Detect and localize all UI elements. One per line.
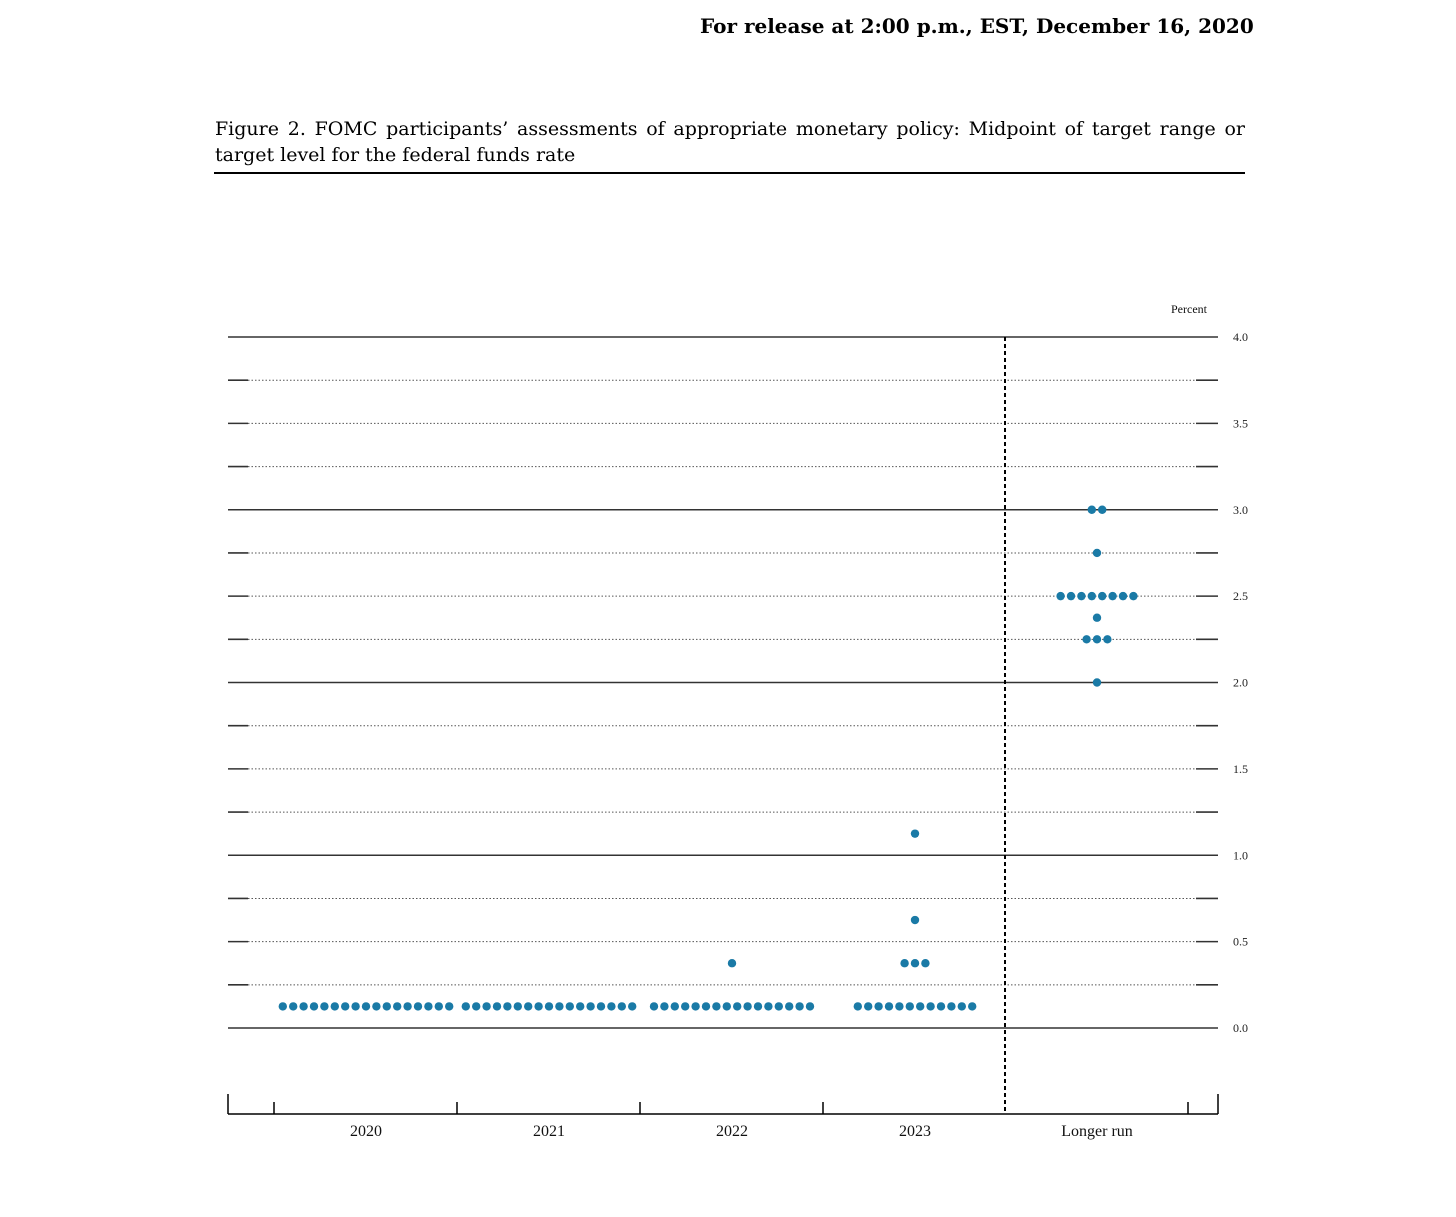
participant-dot — [1103, 635, 1111, 643]
participant-dot — [1093, 678, 1101, 686]
y-tick-label: 2.5 — [1233, 589, 1248, 604]
participant-dot — [1119, 592, 1127, 600]
participant-dot — [864, 1002, 872, 1010]
participant-dot — [372, 1002, 380, 1010]
participant-dot — [681, 1002, 689, 1010]
participant-dot — [414, 1002, 422, 1010]
y-tick-label: 4.0 — [1233, 330, 1248, 344]
y-axis-unit-label: Percent — [1171, 302, 1207, 316]
participant-dot — [586, 1002, 594, 1010]
participant-dot — [671, 1002, 679, 1010]
participant-dot — [524, 1002, 532, 1010]
participant-dot — [1056, 592, 1064, 600]
participant-dot — [1067, 592, 1075, 600]
participant-dot — [299, 1002, 307, 1010]
labels — [350, 302, 1248, 1140]
participant-dot — [462, 1002, 470, 1010]
participant-dot — [764, 1002, 772, 1010]
participant-dot — [754, 1002, 762, 1010]
participant-dot — [723, 1002, 731, 1010]
participant-dot — [937, 1002, 945, 1010]
participant-dot — [445, 1002, 453, 1010]
participant-dot — [618, 1002, 626, 1010]
participant-dot — [911, 829, 919, 837]
x-category-label: Longer run — [1061, 1123, 1133, 1140]
participant-dot — [1098, 592, 1106, 600]
participant-dot — [607, 1002, 615, 1010]
x-category-label: 2022 — [716, 1123, 748, 1140]
participant-dot — [341, 1002, 349, 1010]
participant-dot — [785, 1002, 793, 1010]
participant-dot — [503, 1002, 511, 1010]
participant-dot — [921, 959, 929, 967]
participant-dot — [514, 1002, 522, 1010]
participant-dot — [916, 1002, 924, 1010]
x-category-label: 2023 — [899, 1123, 931, 1140]
participant-dot — [566, 1002, 574, 1010]
participant-dot — [906, 1002, 914, 1010]
participant-dot — [482, 1002, 490, 1010]
participant-dot — [555, 1002, 563, 1010]
participant-dot — [691, 1002, 699, 1010]
participant-dot — [472, 1002, 480, 1010]
participant-dot — [597, 1002, 605, 1010]
participant-dot — [702, 1002, 710, 1010]
participant-dot — [289, 1002, 297, 1010]
participant-dot — [958, 1002, 966, 1010]
y-tick-label: 0.0 — [1233, 1021, 1248, 1035]
participant-dot — [545, 1002, 553, 1010]
participant-dot — [403, 1002, 411, 1010]
participant-dot — [1077, 592, 1085, 600]
participant-dot — [628, 1002, 636, 1010]
participant-dot — [911, 916, 919, 924]
participant-dot — [1088, 592, 1096, 600]
release-date: For release at 2:00 p.m., EST, December 16, 2020 — [700, 14, 1254, 38]
gridlines — [228, 337, 1218, 1028]
participant-dot — [534, 1002, 542, 1010]
participant-dot — [806, 1002, 814, 1010]
participant-dot — [310, 1002, 318, 1010]
participant-dot — [895, 1002, 903, 1010]
y-tick-label: 0.5 — [1233, 934, 1248, 949]
participant-dot — [331, 1002, 339, 1010]
y-tick-label: 1.0 — [1233, 848, 1248, 863]
participant-dot — [743, 1002, 751, 1010]
participant-dot — [968, 1002, 976, 1010]
participant-dot — [854, 1002, 862, 1010]
participant-dot — [1093, 549, 1101, 557]
participant-dot — [1082, 635, 1090, 643]
participant-dot — [576, 1002, 584, 1010]
participant-dot — [279, 1002, 287, 1010]
figure-title: Figure 2. FOMC participants’ assessments of appropriate monetary policy: Midpoint of target range or target level for the federal funds rate — [215, 118, 1245, 166]
participant-dot — [900, 959, 908, 967]
participant-dot — [911, 959, 919, 967]
x-category-label: 2020 — [350, 1123, 382, 1140]
participant-dot — [1129, 592, 1137, 600]
participant-dot — [1088, 506, 1096, 514]
participant-dot — [393, 1002, 401, 1010]
participant-dot — [650, 1002, 658, 1010]
participant-dot — [885, 1002, 893, 1010]
participant-dot — [712, 1002, 720, 1010]
participant-dot — [733, 1002, 741, 1010]
participant-dot — [493, 1002, 501, 1010]
participant-dot — [795, 1002, 803, 1010]
participant-dot — [320, 1002, 328, 1010]
participant-dot — [874, 1002, 882, 1010]
participant-dot — [660, 1002, 668, 1010]
participant-dot — [775, 1002, 783, 1010]
x-category-label: 2021 — [533, 1123, 565, 1140]
participant-dot — [1093, 614, 1101, 622]
participant-dot — [1108, 592, 1116, 600]
x-axis — [228, 337, 1218, 1114]
participant-dot — [435, 1002, 443, 1010]
participant-dot — [351, 1002, 359, 1010]
participant-dot — [1098, 506, 1106, 514]
y-tick-label: 3.0 — [1233, 502, 1248, 517]
participant-dot — [947, 1002, 955, 1010]
participant-dot — [926, 1002, 934, 1010]
participant-dot — [424, 1002, 432, 1010]
y-tick-label: 3.5 — [1233, 416, 1248, 431]
participant-dot — [383, 1002, 391, 1010]
participant-dot — [1093, 635, 1101, 643]
dots — [279, 506, 1138, 1011]
participant-dot — [362, 1002, 370, 1010]
y-tick-label: 1.5 — [1233, 761, 1248, 776]
participant-dot — [728, 959, 736, 967]
y-tick-label: 2.0 — [1233, 675, 1248, 690]
